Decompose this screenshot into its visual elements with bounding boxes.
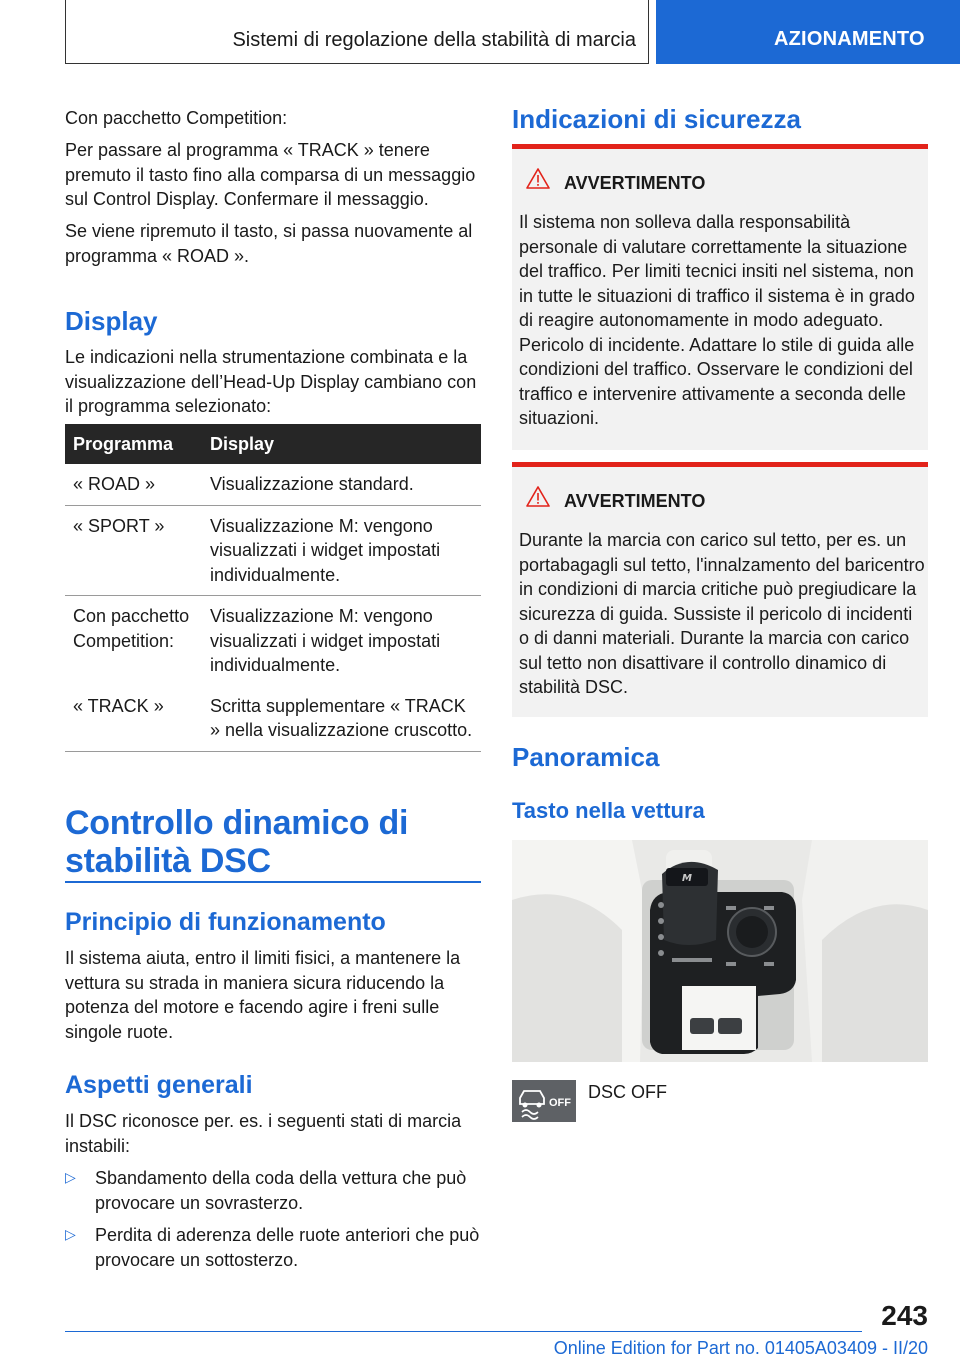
chapter-label: AZIONAMENTO: [774, 28, 925, 50]
display-heading: Display: [65, 306, 158, 336]
footer-rule: [65, 1331, 862, 1332]
warning-title: AVVERTIMENTO: [526, 173, 705, 194]
warning-box: [512, 462, 928, 717]
competition-intro: Con pacchetto Competition:: [65, 108, 288, 128]
general-paragraph: Il DSC riconosce per. es. i seguenti stati di marcia instabili:: [65, 1111, 462, 1156]
dsc-off-icon-text: OFF: [549, 1097, 571, 1109]
warning-text: Il sistema non solleva dalla responsabilità personale di valutare correttamente la situazione del traffico. Per limiti tecnici insiti nel sistema, non in tutte le situazioni di traffico il sistema è in grado di reagire autonomamente in modo adeguato. Pericolo di incidente. Adattare lo stile di guida alle condizioni del traffico. Osservare le condizioni del traffico e intervenire attivamente a seconda delle situazioni.: [519, 212, 915, 428]
display-cell: Visualizzazione M: vengono visualizzati i widget impostati individualmente.: [210, 606, 441, 675]
display-cell: Scritta supplementare « TRACK » nella visualizzazione cruscotto.: [202, 686, 481, 752]
bullet-triangle-icon: ▷: [65, 1226, 76, 1242]
competition-paragraph-2: Se viene ripremuto il tasto, si passa nuovamente al programma « ROAD ».: [65, 221, 473, 266]
warning-triangle-icon: [526, 485, 550, 509]
warning-title: AVVERTIMENTO: [526, 491, 705, 512]
dsc-heading: Controllo dinamico di stabilità DSC: [65, 804, 409, 880]
list-item: [65, 1223, 481, 1272]
principle-paragraph: Il sistema aiuta, entro il limiti fisici, a mantenere la vettura su strada in maniera sicura riducendo la potenza del motore e facendo agire i freni sulle singole ruote.: [65, 948, 461, 1042]
chapter-tab[interactable]: [656, 0, 960, 64]
program-cell: Con pacchetto Competition:: [73, 606, 190, 651]
competition-paragraph-1: Per passare al programma « TRACK » tenere premuto il tasto fino alla comparsa di un messaggio sul Control Display. Confermare il messaggio.: [65, 140, 476, 209]
table-row: [65, 464, 481, 505]
list-item: [65, 1166, 481, 1215]
table-row: [65, 596, 481, 686]
bullet-text: Perdita di aderenza delle ruote anteriori che può provocare un sottosterzo.: [95, 1225, 480, 1270]
program-cell: « SPORT »: [65, 505, 202, 596]
program-cell: « ROAD »: [65, 464, 202, 505]
dsc-off-icon: [512, 1080, 576, 1122]
dsc-off-label: DSC OFF: [588, 1082, 667, 1102]
warning-box: [512, 144, 928, 450]
principle-heading: Principio di funzionamento: [65, 908, 386, 936]
center-console-image: [512, 840, 928, 1062]
table-row: [65, 686, 481, 752]
display-cell: Visualizzazione M: vengono visualizzati i widget impostati individualmente.: [202, 505, 481, 596]
program-cell: « TRACK »: [65, 686, 202, 752]
general-heading: Aspetti generali: [65, 1071, 253, 1099]
table-header-program: Programma: [65, 424, 202, 464]
safety-heading: Indicazioni di sicurezza: [512, 104, 801, 134]
page-number: 243: [881, 1300, 928, 1331]
display-paragraph: Le indicazioni nella strumentazione combinata e la visualizzazione dell’Head-Up Display cambiano con il programma selezionato:: [65, 347, 477, 416]
table-header-display: Display: [202, 424, 481, 464]
program-display-table: [65, 424, 481, 752]
header-section-box: [65, 0, 649, 64]
section-title: Sistemi di regolazione della stabilità di marcia: [232, 29, 636, 51]
table-row: [65, 505, 481, 596]
edition-info: Online Edition for Part no. 01405A03409 - II/20: [553, 1338, 928, 1358]
display-cell: Visualizzazione standard.: [202, 464, 481, 505]
svg-text:M: M: [682, 873, 692, 884]
heading-rule: [65, 881, 481, 883]
warning-triangle-icon: [526, 167, 550, 191]
button-heading: Tasto nella vettura: [512, 798, 705, 823]
warning-text: Durante la marcia con carico sul tetto, per es. un portabagagli sul tetto, l'innalzamento del baricentro in condizioni di marcia critiche può pregiudicare la sicurezza di guida. Sussiste il pericolo di incidenti o di danni materiali. Durante la marcia con carico sul tetto non disattivare il controllo dinamico di stabilità DSC.: [519, 530, 925, 697]
overview-heading: Panoramica: [512, 742, 660, 772]
bullet-text: Sbandamento della coda della vettura che può provocare un sovrasterzo.: [95, 1168, 467, 1213]
bullet-triangle-icon: ▷: [65, 1169, 76, 1185]
